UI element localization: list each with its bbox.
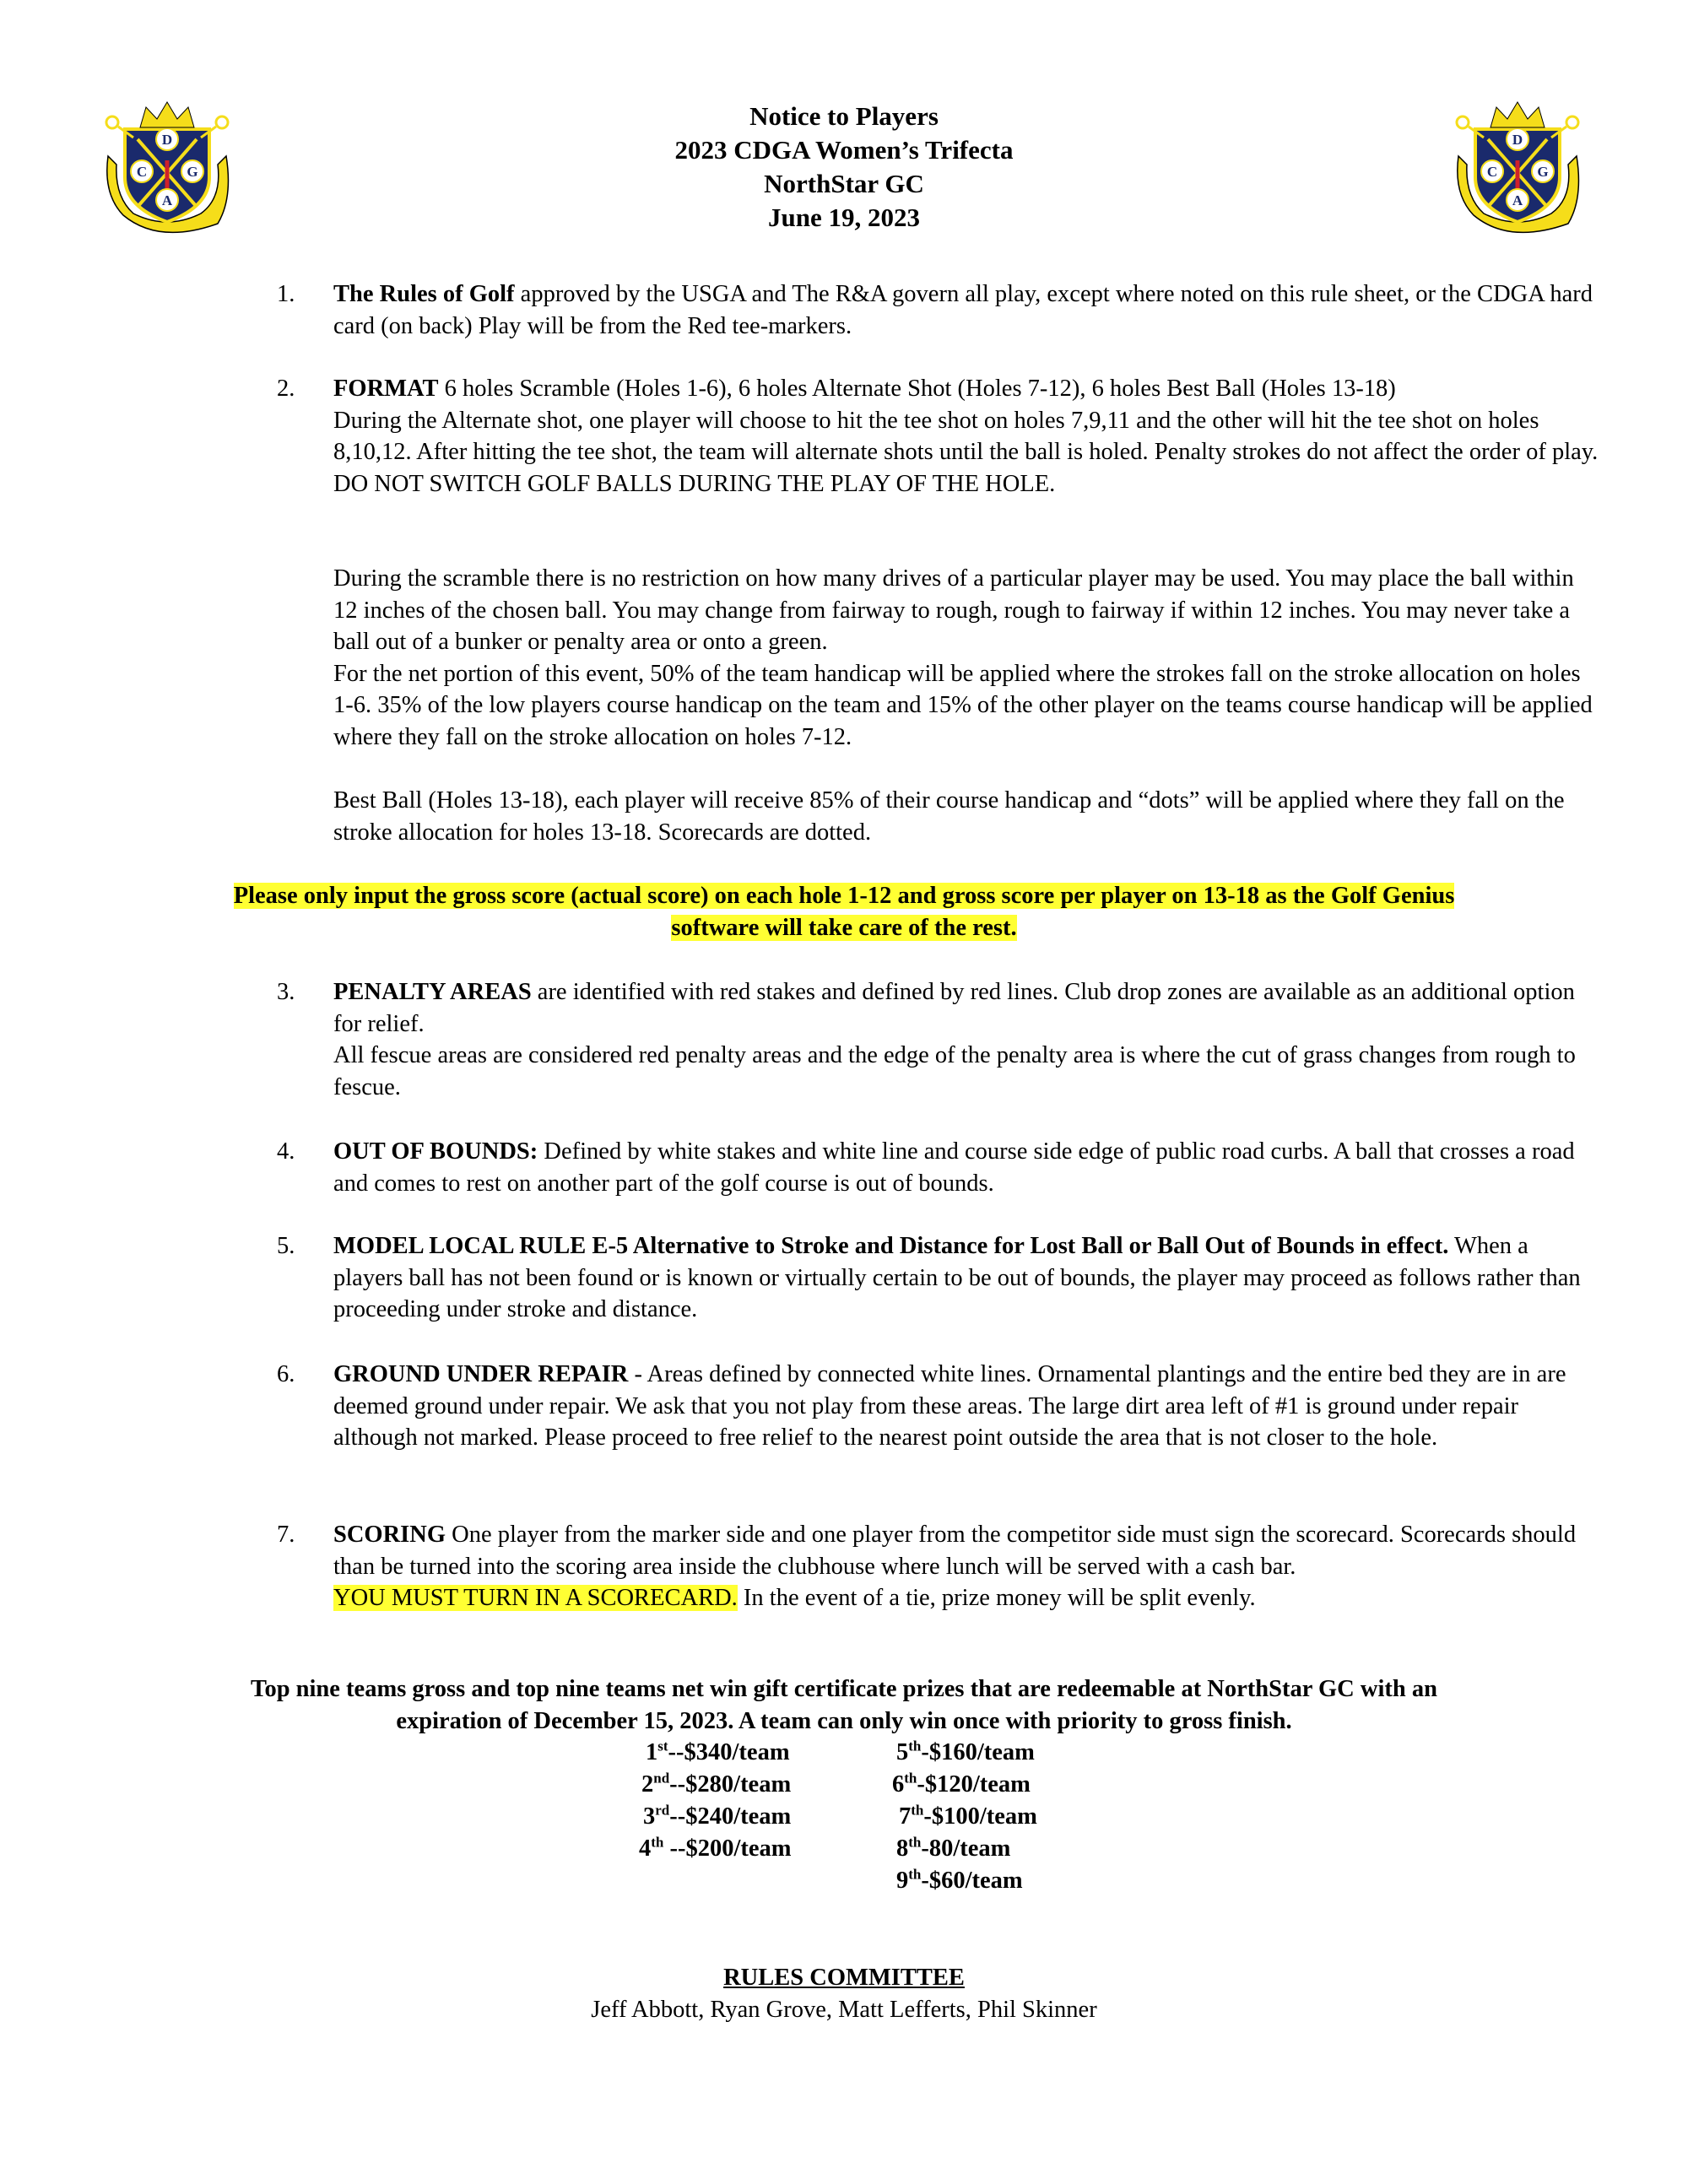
rule-text: approved by the USGA and The R&A govern all play, except where noted on this rule sheet, or the CDGA hard card (on back) Play will be from the Red tee-markers. (333, 281, 1593, 339)
rule-body (333, 976, 1599, 1103)
alternate-shot-text: During the Alternate shot, one player will choose to hit the tee shot on holes 7,9,11 and the other will hit the tee shot on holes 8,10,12. After hitting the tee shot, the team will alternate shots until the ball is holed. Penalty strokes do not affect the order of play. (333, 407, 1599, 465)
prize-item: 1st--$340/team (646, 1738, 790, 1765)
svg-text:A: A (1512, 192, 1523, 208)
rule-title: FORMAT (333, 376, 439, 402)
fescue-text: All fescue areas are considered red penalty areas and the edge of the penalty area is where the cut of grass changes from rough to fescue. (333, 1042, 1576, 1100)
tie-text: In the event of a tie, prize money will be split evenly. (737, 1585, 1256, 1611)
prize-item: 4th --$200/team (639, 1834, 792, 1862)
rule-title: SCORING (333, 1522, 446, 1548)
scramble-text: During the scramble there is no restriction on how many drives of a particular player may be used. You may place the ball within 12 inches of the chosen ball. You may change from fairway to rough, rough to fairway if within 12 inches. You may never take a ball out of a bunker or penalty area or onto a green. (333, 565, 1574, 655)
rule-text: One player from the marker side and one player from the competitor side must sign the scorecard. Scorecards should than be turned into the scoring area inside the clubhouse where lunch will be served with a cash bar. (333, 1522, 1577, 1580)
svg-text:D: D (1512, 132, 1523, 148)
prize-item: 6th-$120/team (892, 1770, 1031, 1797)
svg-text:C: C (136, 164, 148, 180)
rule-body (333, 1359, 1599, 1454)
rule-number: 5. (277, 1233, 295, 1259)
cdga-crest-icon (1457, 102, 1578, 232)
highlight-line-2: software will take care of the rest. (671, 914, 1017, 941)
rule-number: 1. (277, 281, 295, 307)
rule-title: GROUND UNDER REPAIR (333, 1361, 629, 1387)
prize-intro-line-2: expiration of December 15, 2023. A team can only win once with priority to gross finish. (396, 1707, 1292, 1734)
svg-text:C: C (1486, 164, 1498, 180)
rule-text: When a players ball has not been found or is known or virtually certain to be out of bounds, the player may proceed as follows rather than proceeding under stroke and distance. (333, 1233, 1581, 1322)
rule-title: MODEL LOCAL RULE E-5 Alternative to Stroke and Distance for Lost Ball or Ball Out of Bounds in effect. (333, 1233, 1449, 1259)
header-date: June 19, 2023 (768, 203, 920, 232)
prize-intro (34, 1673, 1654, 1737)
rule-title: The Rules of Golf (333, 281, 515, 307)
bestball-text: Best Ball (Holes 13-18), each player will receive 85% of their course handicap and “dots” will be applied where they fall on the stroke allocation for holes 13-18. Scorecards are dotted. (333, 787, 1565, 846)
cdga-logo-right (1450, 97, 1585, 245)
rule-body (333, 1519, 1599, 1614)
rule-body (333, 1136, 1599, 1199)
gross-score-notice (34, 880, 1654, 943)
scorecard-warning: YOU MUST TURN IN A SCORECARD. (333, 1585, 738, 1611)
scramble-paragraph (333, 563, 1599, 753)
rule-title: PENALTY AREAS (333, 979, 532, 1005)
rule-number: 6. (277, 1361, 295, 1387)
prize-intro-line-1: Top nine teams gross and top nine teams net win gift certificate prizes that are redeemable at NorthStar GC with an (251, 1676, 1437, 1702)
rule-number: 7. (277, 1522, 295, 1548)
notice-header (422, 100, 1266, 235)
rule-text: Defined by white stakes and white line and course side edge of public road curbs. A ball that crosses a road and comes to rest on another part of the golf course is out of bounds. (333, 1138, 1575, 1197)
highlight-line-1: Please only input the gross score (actual score) on each hole 1-12 and gross score per player on 13-18 as the Golf Genius (233, 883, 1455, 909)
rule-body (333, 278, 1599, 342)
prize-item: 7th-$100/team (899, 1802, 1037, 1830)
prize-item: 5th-$160/team (896, 1738, 1035, 1765)
no-switch-text: DO NOT SWITCH GOLF BALLS DURING THE PLAY OF THE HOLE. (333, 470, 1056, 497)
prize-item: 3rd--$240/team (643, 1802, 792, 1830)
rule-body (333, 1230, 1599, 1326)
rule-text: are identified with red stakes and defined by red lines. Club drop zones are available as an additional option for relief. (333, 979, 1575, 1037)
committee-title: RULES COMMITTEE (723, 1965, 965, 1991)
svg-text:G: G (187, 164, 198, 180)
rules-committee (422, 1962, 1266, 2025)
rule-number: 4. (277, 1138, 295, 1165)
rule-text: 6 holes Scramble (Holes 1-6), 6 holes Alternate Shot (Holes 7-12), 6 holes Best Ball (Holes 13-18) (438, 376, 1396, 402)
committee-members: Jeff Abbott, Ryan Grove, Matt Lefferts, Phil Skinner (591, 1996, 1097, 2023)
bestball-paragraph (333, 785, 1599, 848)
cdga-crest-icon (106, 102, 228, 232)
header-venue: NorthStar GC (764, 169, 924, 198)
cdga-logo-left (100, 97, 235, 245)
prize-item: 2nd--$280/team (641, 1770, 792, 1797)
rule-body (333, 373, 1599, 500)
prize-item: 8th-80/team (896, 1834, 1011, 1862)
rule-number: 2. (277, 376, 295, 402)
net-text: For the net portion of this event, 50% of the team handicap will be applied where the strokes fall on the stroke allocation on holes 1-6. 35% of the low players course handicap on the team and 15% of the other player on the teams course handicap will be applied where they fall on the stroke allocation on holes 7-12. (333, 660, 1593, 750)
header-title: Notice to Players (749, 101, 939, 131)
svg-text:G: G (1537, 164, 1549, 180)
prize-item: 9th-$60/team (896, 1866, 1023, 1894)
rule-number: 3. (277, 979, 295, 1005)
svg-text:A: A (161, 192, 173, 208)
rule-title: OUT OF BOUNDS: (333, 1138, 538, 1165)
header-event: 2023 CDGA Women’s Trifecta (674, 135, 1014, 165)
rule-text: - Areas defined by connected white lines. Ornamental plantings and the entire bed they are in are deemed ground under repair. We ask that you not play from these areas. The large dirt area left of #1 is ground under repair although not marked. Please proceed to free relief to the nearest point outside the area that is not closer to the hole. (333, 1361, 1566, 1451)
svg-text:D: D (161, 132, 173, 148)
